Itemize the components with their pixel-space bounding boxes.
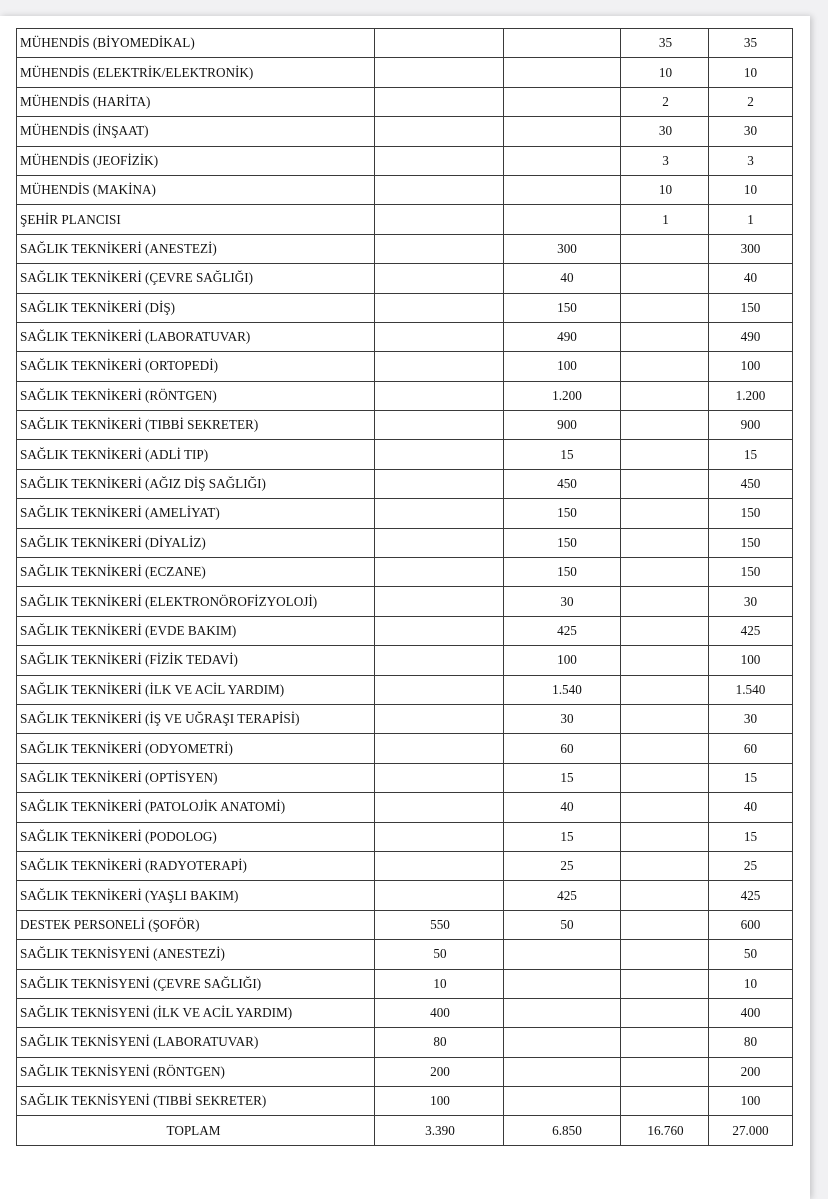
count-cell-col1: [375, 881, 504, 910]
count-cell-col2: 150: [504, 499, 621, 528]
row-total-cell: 100: [709, 646, 793, 675]
row-total-cell: 35: [709, 29, 793, 58]
count-cell-col1: [375, 352, 504, 381]
position-name-cell: MÜHENDİS (ELEKTRİK/ELEKTRONİK): [17, 58, 375, 87]
position-name-cell: SAĞLIK TEKNİKERİ (AĞIZ DİŞ SAĞLIĞI): [17, 469, 375, 498]
position-name-cell: SAĞLIK TEKNİKERİ (ECZANE): [17, 558, 375, 587]
count-cell-col2: 30: [504, 587, 621, 616]
count-cell-col3: [621, 411, 709, 440]
row-total-cell: 30: [709, 117, 793, 146]
position-name-cell: SAĞLIK TEKNİSYENİ (ÇEVRE SAĞLIĞI): [17, 969, 375, 998]
position-name-cell: ŞEHİR PLANCISI: [17, 205, 375, 234]
row-total-cell: 150: [709, 293, 793, 322]
count-cell-col2: 1.540: [504, 675, 621, 704]
table-row: [17, 616, 793, 645]
table-row: [17, 117, 793, 146]
table-row: [17, 293, 793, 322]
table-row: [17, 322, 793, 351]
count-cell-col3: [621, 851, 709, 880]
position-name-cell: SAĞLIK TEKNİKERİ (DİŞ): [17, 293, 375, 322]
count-cell-col1: [375, 381, 504, 410]
table-row: [17, 205, 793, 234]
position-name-cell: SAĞLIK TEKNİKERİ (ADLİ TIP): [17, 440, 375, 469]
row-total-cell: 100: [709, 352, 793, 381]
count-cell-col2: 300: [504, 234, 621, 263]
table-row: [17, 234, 793, 263]
count-cell-col1: 80: [375, 1028, 504, 1057]
count-cell-col1: [375, 29, 504, 58]
position-name-cell: SAĞLIK TEKNİSYENİ (RÖNTGEN): [17, 1057, 375, 1086]
row-total-cell: 15: [709, 763, 793, 792]
row-total-cell: 50: [709, 940, 793, 969]
table-row: [17, 440, 793, 469]
count-cell-col3: 3: [621, 146, 709, 175]
table-row: [17, 822, 793, 851]
position-name-cell: SAĞLIK TEKNİKERİ (OPTİSYEN): [17, 763, 375, 792]
count-cell-col3: [621, 293, 709, 322]
position-name-cell: SAĞLIK TEKNİKERİ (RADYOTERAPİ): [17, 851, 375, 880]
count-cell-col1: [375, 234, 504, 263]
total-row: [17, 1116, 793, 1145]
count-cell-col2: [504, 146, 621, 175]
count-cell-col1: [375, 675, 504, 704]
position-name-cell: MÜHENDİS (JEOFİZİK): [17, 146, 375, 175]
position-name-cell: MÜHENDİS (İNŞAAT): [17, 117, 375, 146]
count-cell-col2: [504, 969, 621, 998]
position-name-cell: SAĞLIK TEKNİKERİ (ODYOMETRİ): [17, 734, 375, 763]
total-row-total-cell: 27.000: [709, 1116, 793, 1145]
position-name-cell: MÜHENDİS (BİYOMEDİKAL): [17, 29, 375, 58]
position-name-cell: SAĞLIK TEKNİKERİ (ÇEVRE SAĞLIĞI): [17, 264, 375, 293]
row-total-cell: 10: [709, 58, 793, 87]
count-cell-col3: [621, 969, 709, 998]
position-name-cell: SAĞLIK TEKNİKERİ (İLK VE ACİL YARDIM): [17, 675, 375, 704]
position-name-cell: MÜHENDİS (HARİTA): [17, 87, 375, 116]
position-name-cell: SAĞLIK TEKNİSYENİ (ANESTEZİ): [17, 940, 375, 969]
count-cell-col1: [375, 763, 504, 792]
count-cell-col2: 100: [504, 352, 621, 381]
row-total-cell: 15: [709, 822, 793, 851]
count-cell-col2: [504, 1087, 621, 1116]
table-row: [17, 381, 793, 410]
count-cell-col3: [621, 234, 709, 263]
count-cell-col1: [375, 411, 504, 440]
count-cell-col2: [504, 1057, 621, 1086]
staffing-table: [16, 28, 793, 1146]
row-total-cell: 425: [709, 881, 793, 910]
table-row: [17, 940, 793, 969]
row-total-cell: 40: [709, 264, 793, 293]
count-cell-col1: [375, 146, 504, 175]
table-row: [17, 352, 793, 381]
row-total-cell: 25: [709, 851, 793, 880]
row-total-cell: 80: [709, 1028, 793, 1057]
table-row: [17, 763, 793, 792]
position-name-cell: SAĞLIK TEKNİSYENİ (İLK VE ACİL YARDIM): [17, 998, 375, 1027]
count-cell-col1: [375, 322, 504, 351]
row-total-cell: 100: [709, 1087, 793, 1116]
table-row: [17, 675, 793, 704]
position-name-cell: SAĞLIK TEKNİKERİ (DİYALİZ): [17, 528, 375, 557]
table-row: [17, 58, 793, 87]
count-cell-col2: 425: [504, 881, 621, 910]
position-name-cell: SAĞLIK TEKNİKERİ (RÖNTGEN): [17, 381, 375, 410]
count-cell-col3: [621, 587, 709, 616]
count-cell-col2: 40: [504, 264, 621, 293]
count-cell-col2: 50: [504, 910, 621, 939]
position-name-cell: SAĞLIK TEKNİKERİ (PODOLOG): [17, 822, 375, 851]
count-cell-col1: [375, 558, 504, 587]
table-row: [17, 646, 793, 675]
count-cell-col1: [375, 175, 504, 204]
total-position-name-cell: TOPLAM: [17, 1116, 375, 1145]
position-name-cell: SAĞLIK TEKNİKERİ (TIBBİ SEKRETER): [17, 411, 375, 440]
count-cell-col3: [621, 381, 709, 410]
row-total-cell: 2: [709, 87, 793, 116]
count-cell-col1: 550: [375, 910, 504, 939]
table-row: [17, 29, 793, 58]
count-cell-col3: [621, 675, 709, 704]
count-cell-col2: 30: [504, 704, 621, 733]
table-row: [17, 528, 793, 557]
count-cell-col3: [621, 1028, 709, 1057]
count-cell-col1: [375, 205, 504, 234]
count-cell-col1: [375, 646, 504, 675]
row-total-cell: 150: [709, 528, 793, 557]
count-cell-col2: 150: [504, 558, 621, 587]
count-cell-col3: 2: [621, 87, 709, 116]
count-cell-col1: [375, 851, 504, 880]
row-total-cell: 40: [709, 793, 793, 822]
row-total-cell: 425: [709, 616, 793, 645]
count-cell-col2: [504, 940, 621, 969]
table-row: [17, 1087, 793, 1116]
row-total-cell: 30: [709, 704, 793, 733]
table-row: [17, 175, 793, 204]
table-row: [17, 499, 793, 528]
count-cell-col3: [621, 528, 709, 557]
count-cell-col2: [504, 175, 621, 204]
count-cell-col1: [375, 616, 504, 645]
count-cell-col1: [375, 117, 504, 146]
table-row: [17, 87, 793, 116]
count-cell-col3: [621, 763, 709, 792]
count-cell-col2: 150: [504, 293, 621, 322]
count-cell-col3: [621, 616, 709, 645]
position-name-cell: MÜHENDİS (MAKİNA): [17, 175, 375, 204]
count-cell-col2: 900: [504, 411, 621, 440]
position-name-cell: SAĞLIK TEKNİSYENİ (TIBBİ SEKRETER): [17, 1087, 375, 1116]
count-cell-col1: [375, 499, 504, 528]
count-cell-col3: 10: [621, 175, 709, 204]
count-cell-col3: [621, 940, 709, 969]
row-total-cell: 1: [709, 205, 793, 234]
count-cell-col3: [621, 734, 709, 763]
row-total-cell: 15: [709, 440, 793, 469]
position-name-cell: SAĞLIK TEKNİKERİ (ANESTEZİ): [17, 234, 375, 263]
row-total-cell: 60: [709, 734, 793, 763]
table-row: [17, 146, 793, 175]
count-cell-col2: [504, 29, 621, 58]
count-cell-col3: [621, 822, 709, 851]
table-row: [17, 469, 793, 498]
count-cell-col2: 490: [504, 322, 621, 351]
position-name-cell: SAĞLIK TEKNİKERİ (AMELİYAT): [17, 499, 375, 528]
table-row: [17, 1057, 793, 1086]
count-cell-col3: [621, 558, 709, 587]
position-name-cell: SAĞLIK TEKNİKERİ (YAŞLI BAKIM): [17, 881, 375, 910]
count-cell-col2: 60: [504, 734, 621, 763]
table-row: [17, 910, 793, 939]
count-cell-col3: [621, 440, 709, 469]
total-count-cell-col1: 3.390: [375, 1116, 504, 1145]
row-total-cell: 400: [709, 998, 793, 1027]
count-cell-col1: [375, 704, 504, 733]
count-cell-col3: [621, 322, 709, 351]
row-total-cell: 200: [709, 1057, 793, 1086]
count-cell-col2: [504, 58, 621, 87]
position-name-cell: SAĞLIK TEKNİKERİ (PATOLOJİK ANATOMİ): [17, 793, 375, 822]
position-name-cell: SAĞLIK TEKNİKERİ (EVDE BAKIM): [17, 616, 375, 645]
position-name-cell: SAĞLIK TEKNİKERİ (ELEKTRONÖROFİZYOLOJİ): [17, 587, 375, 616]
count-cell-col3: [621, 264, 709, 293]
count-cell-col2: 150: [504, 528, 621, 557]
count-cell-col3: [621, 499, 709, 528]
count-cell-col3: [621, 998, 709, 1027]
count-cell-col3: 1: [621, 205, 709, 234]
count-cell-col2: [504, 87, 621, 116]
position-name-cell: SAĞLIK TEKNİKERİ (ORTOPEDİ): [17, 352, 375, 381]
table-body: [17, 29, 793, 1146]
row-total-cell: 490: [709, 322, 793, 351]
count-cell-col3: [621, 1057, 709, 1086]
count-cell-col3: [621, 704, 709, 733]
row-total-cell: 300: [709, 234, 793, 263]
count-cell-col3: [621, 469, 709, 498]
row-total-cell: 3: [709, 146, 793, 175]
count-cell-col2: 15: [504, 440, 621, 469]
count-cell-col2: 40: [504, 793, 621, 822]
count-cell-col3: [621, 881, 709, 910]
table-row: [17, 264, 793, 293]
row-total-cell: 10: [709, 175, 793, 204]
count-cell-col3: [621, 646, 709, 675]
position-name-cell: SAĞLIK TEKNİKERİ (LABORATUVAR): [17, 322, 375, 351]
count-cell-col1: 50: [375, 940, 504, 969]
count-cell-col1: 400: [375, 998, 504, 1027]
count-cell-col2: 425: [504, 616, 621, 645]
count-cell-col1: [375, 440, 504, 469]
row-total-cell: 1.540: [709, 675, 793, 704]
row-total-cell: 900: [709, 411, 793, 440]
count-cell-col3: [621, 1087, 709, 1116]
table-row: [17, 851, 793, 880]
table-row: [17, 998, 793, 1027]
row-total-cell: 30: [709, 587, 793, 616]
count-cell-col2: 100: [504, 646, 621, 675]
count-cell-col2: [504, 205, 621, 234]
table-row: [17, 969, 793, 998]
count-cell-col1: [375, 528, 504, 557]
table-row: [17, 558, 793, 587]
table-row: [17, 1028, 793, 1057]
count-cell-col3: 10: [621, 58, 709, 87]
row-total-cell: 10: [709, 969, 793, 998]
count-cell-col2: 15: [504, 822, 621, 851]
position-name-cell: SAĞLIK TEKNİKERİ (İŞ VE UĞRAŞI TERAPİSİ): [17, 704, 375, 733]
total-count-cell-col3: 16.760: [621, 1116, 709, 1145]
count-cell-col3: [621, 793, 709, 822]
count-cell-col1: [375, 793, 504, 822]
count-cell-col1: 100: [375, 1087, 504, 1116]
count-cell-col2: 25: [504, 851, 621, 880]
count-cell-col2: 1.200: [504, 381, 621, 410]
table-row: [17, 587, 793, 616]
table-row: [17, 704, 793, 733]
count-cell-col2: 450: [504, 469, 621, 498]
count-cell-col1: [375, 58, 504, 87]
table-row: [17, 793, 793, 822]
document-page: [0, 16, 810, 1199]
row-total-cell: 600: [709, 910, 793, 939]
count-cell-col1: 10: [375, 969, 504, 998]
count-cell-col1: [375, 734, 504, 763]
position-name-cell: SAĞLIK TEKNİSYENİ (LABORATUVAR): [17, 1028, 375, 1057]
table-row: [17, 734, 793, 763]
count-cell-col2: [504, 117, 621, 146]
position-name-cell: DESTEK PERSONELİ (ŞOFÖR): [17, 910, 375, 939]
count-cell-col3: [621, 910, 709, 939]
count-cell-col1: [375, 469, 504, 498]
count-cell-col1: [375, 822, 504, 851]
count-cell-col1: 200: [375, 1057, 504, 1086]
table-row: [17, 881, 793, 910]
count-cell-col1: [375, 87, 504, 116]
count-cell-col2: [504, 998, 621, 1027]
position-name-cell: SAĞLIK TEKNİKERİ (FİZİK TEDAVİ): [17, 646, 375, 675]
count-cell-col2: 15: [504, 763, 621, 792]
table-row: [17, 411, 793, 440]
count-cell-col1: [375, 264, 504, 293]
row-total-cell: 150: [709, 558, 793, 587]
count-cell-col3: 30: [621, 117, 709, 146]
count-cell-col3: 35: [621, 29, 709, 58]
count-cell-col2: [504, 1028, 621, 1057]
row-total-cell: 1.200: [709, 381, 793, 410]
row-total-cell: 450: [709, 469, 793, 498]
count-cell-col1: [375, 587, 504, 616]
count-cell-col1: [375, 293, 504, 322]
total-count-cell-col2: 6.850: [504, 1116, 621, 1145]
count-cell-col3: [621, 352, 709, 381]
row-total-cell: 150: [709, 499, 793, 528]
